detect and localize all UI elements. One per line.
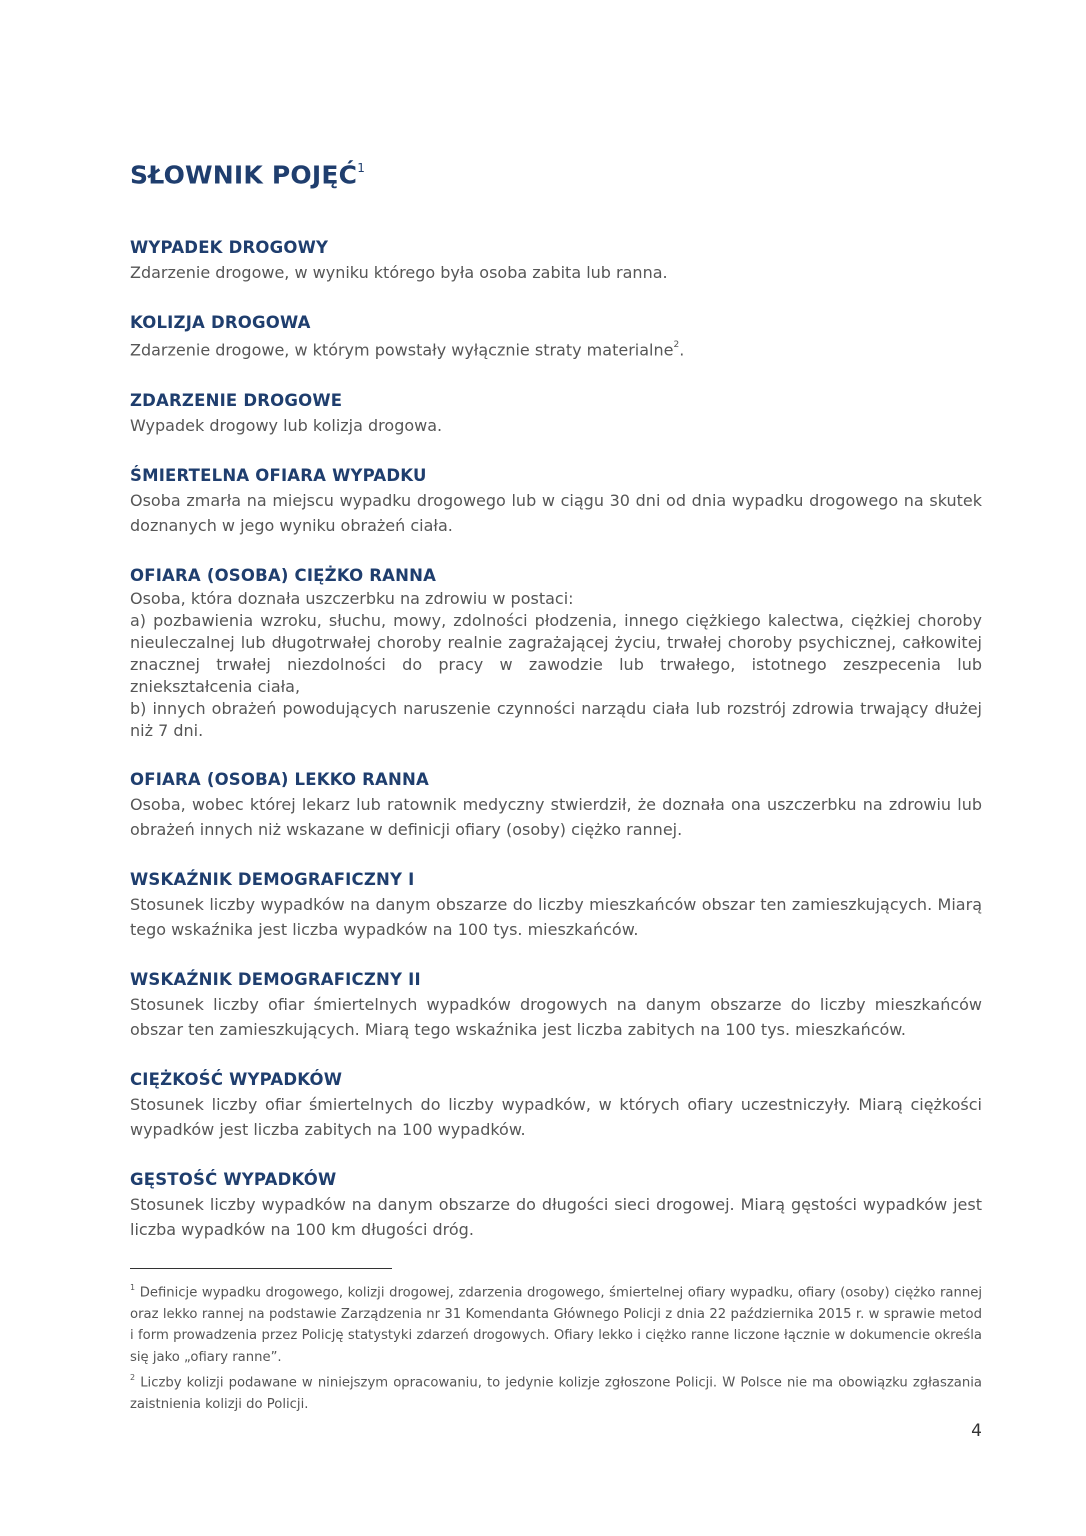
footnotes bbox=[130, 1278, 982, 1415]
term-definition: Stosunek liczby wypadków na danym obszarze do liczby mieszkańców obszar ten zamieszkujących. Miarą tego wskaźnika jest liczba wypadków na 100 tys. mieszkańców. bbox=[130, 894, 982, 939]
footnote-ref-2[interactable]: 2 bbox=[673, 340, 680, 351]
footnote-2 bbox=[130, 1368, 982, 1415]
term-zdarzenie-drogowe bbox=[130, 389, 982, 438]
term-definition: Stosunek liczby ofiar śmiertelnych wypadków drogowych na danym obszarze do liczby mieszkańców obszar ten zamieszkujących. Miarą tego wskaźnika jest liczba zabitych na 100 tys. mieszkańców. bbox=[130, 994, 982, 1039]
term-ciezkosc-wypadkow bbox=[130, 1068, 982, 1142]
term-definition-suffix: . bbox=[679, 340, 685, 360]
term-heading: CIĘŻKOŚĆ WYPADKÓW bbox=[130, 1069, 343, 1089]
term-heading: WYPADEK DROGOWY bbox=[130, 238, 329, 258]
page-number: 4 bbox=[971, 1421, 982, 1441]
term-definition: Stosunek liczby wypadków na danym obszarze do długości sieci drogowej. Miarą gęstości wypadków jest liczba wypadków na 100 km długości dróg. bbox=[130, 1194, 982, 1239]
term-heading: ŚMIERTELNA OFIARA WYPADKU bbox=[130, 465, 427, 485]
term-wskaznik-demograficzny-2 bbox=[130, 968, 982, 1042]
term-heading: GĘSTOŚĆ WYPADKÓW bbox=[130, 1169, 337, 1189]
page-title-text: SŁOWNIK POJĘĆ bbox=[130, 160, 358, 190]
term-ofiara-lekko-ranna bbox=[130, 768, 982, 842]
term-definition: Stosunek liczby ofiar śmiertelnych do liczby wypadków, w których ofiary uczestniczyły. Miarą ciężkości wypadków jest liczba zabitych na 100 wypadków. bbox=[130, 1094, 982, 1139]
term-definition-text: Zdarzenie drogowe, w którym powstały wyłącznie straty materialne bbox=[130, 340, 674, 360]
page-title bbox=[130, 150, 982, 195]
term-ofiara-ciezko-ranna bbox=[130, 564, 982, 742]
footnote-1 bbox=[130, 1278, 982, 1368]
footnote-text: Definicje wypadku drogowego, kolizji drogowej, zdarzenia drogowego, śmiertelnej ofiary wypadku, ofiary (osoby) ciężko rannej oraz lekko rannej na podstawie Zarządzenia nr 31 Komendanta Głównego Policji z dnia 22 października 2015 r. w sprawie metod i form prowadzenia przez Policję statystyki zdarzeń drogowych. Ofiary lekko i ciężko ranne liczone łącznie w dokumencie określa się jako „ofiary ranne”. bbox=[130, 1285, 982, 1365]
term-wypadek-drogowy bbox=[130, 236, 982, 285]
definition-line: Osoba, która doznała uszczerbku na zdrowiu w postaci: bbox=[130, 588, 574, 608]
term-heading: WSKAŹNIK DEMOGRAFICZNY I bbox=[130, 869, 415, 889]
term-heading: OFIARA (OSOBA) CIĘŻKO RANNA bbox=[130, 565, 437, 585]
term-gestosc-wypadkow bbox=[130, 1168, 982, 1242]
term-heading: WSKAŹNIK DEMOGRAFICZNY II bbox=[130, 969, 421, 989]
term-definition: Wypadek drogowy lub kolizja drogowa. bbox=[130, 415, 443, 435]
footnote-number: 2 bbox=[130, 1373, 136, 1383]
term-heading: OFIARA (OSOBA) LEKKO RANNA bbox=[130, 769, 429, 789]
footnote-separator bbox=[130, 1268, 392, 1269]
definition-line: b) innych obrażeń powodujących naruszenie czynności narządu ciała lub rozstrój zdrowia trwający dłużej niż 7 dni. bbox=[130, 698, 982, 740]
term-definition bbox=[130, 588, 982, 742]
term-definition bbox=[130, 335, 982, 362]
definition-line: a) pozbawienia wzroku, słuchu, mowy, zdolności płodzenia, innego ciężkiego kalectwa, ciężkiej choroby nieuleczalnej lub długotrwałej choroby realnie zagrażającej życiu, trwałej choroby psychicznej, całkowitej znacznej trwałej niezdolności do pracy w zawodzie lub trwałego, istotnego zeszpecenia lub zniekształcenia ciała, bbox=[130, 610, 982, 696]
term-definition: Osoba zmarła na miejscu wypadku drogowego lub w ciągu 30 dni od dnia wypadku drogowego na skutek doznanych w jego wyniku obrażeń ciała. bbox=[130, 490, 982, 535]
term-definition: Zdarzenie drogowe, w wyniku którego była osoba zabita lub ranna. bbox=[130, 263, 668, 283]
glossary-content bbox=[130, 150, 982, 1268]
term-heading: ZDARZENIE DROGOWE bbox=[130, 390, 343, 410]
footnote-number: 1 bbox=[130, 1283, 136, 1292]
footnote-ref-1[interactable]: 1 bbox=[357, 161, 366, 175]
term-kolizja-drogowa bbox=[130, 311, 982, 362]
term-smiertelna-ofiara bbox=[130, 464, 982, 538]
term-wskaznik-demograficzny-1 bbox=[130, 868, 982, 942]
term-heading: KOLIZJA DROGOWA bbox=[130, 313, 311, 333]
footnote-text: Liczby kolizji podawane w niniejszym opracowaniu, to jedynie kolizje zgłoszone Policji. W Polsce nie ma obowiązku zgłaszania zaistnienia kolizji do Policji. bbox=[130, 1375, 982, 1412]
term-definition: Osoba, wobec której lekarz lub ratownik medyczny stwierdził, że doznała ona uszczerbku na zdrowiu lub obrażeń innych niż wskazane w definicji ofiary (osoby) ciężko rannej. bbox=[130, 794, 982, 839]
